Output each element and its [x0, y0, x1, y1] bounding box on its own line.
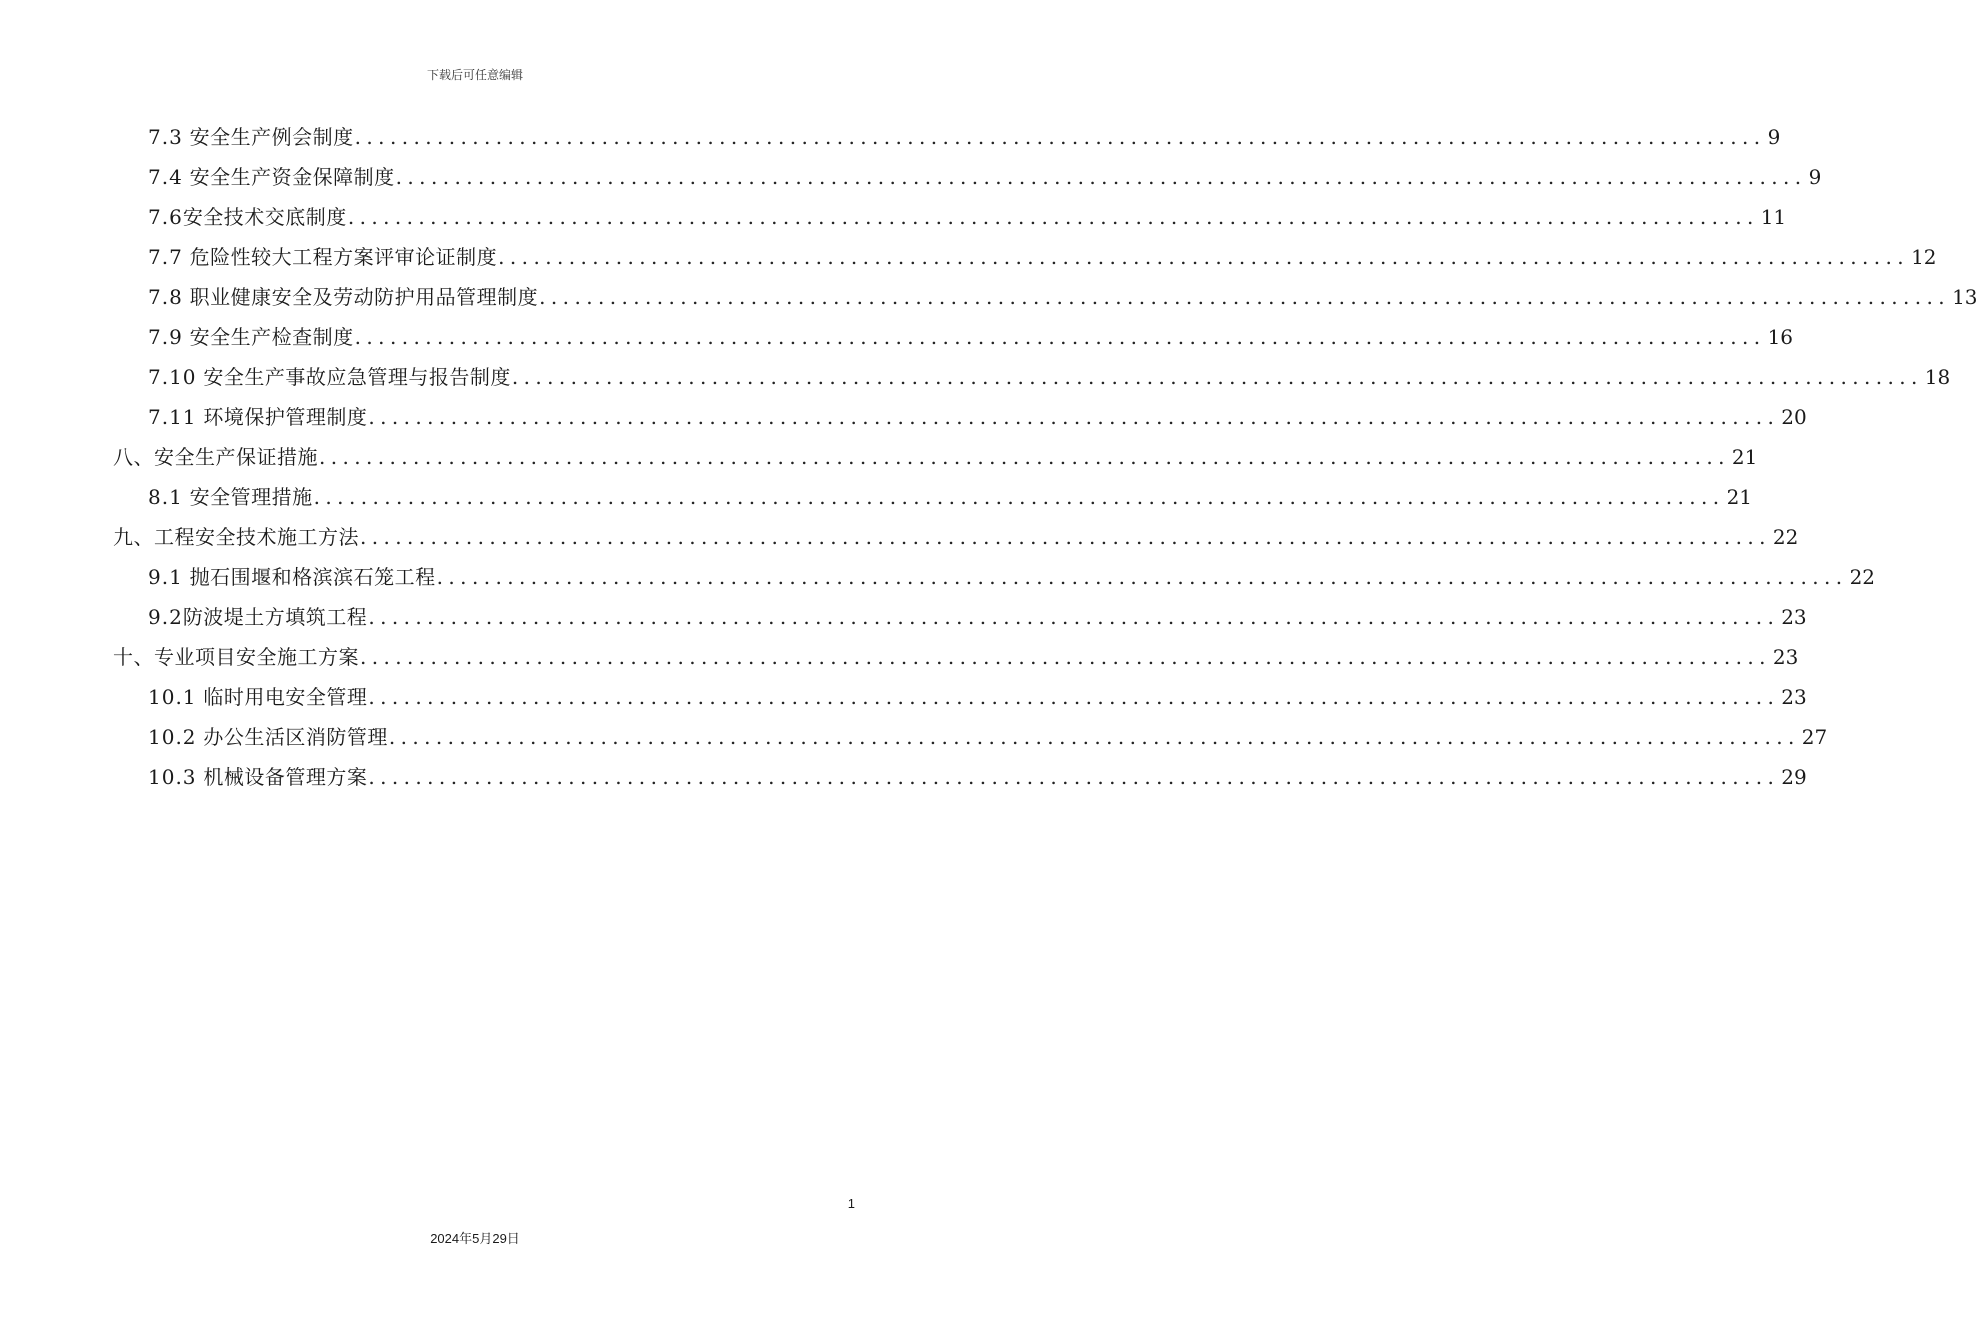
- toc-page-number: 27: [1801, 725, 1828, 749]
- toc-dot-leader: ........................................................................................................................: [368, 605, 1780, 629]
- toc-entry[interactable]: [148, 234, 1937, 270]
- toc-entry-number: 7.9: [148, 325, 183, 349]
- toc-dot-leader: ........................................................................................................................: [360, 525, 1771, 549]
- toc-entry-number: 7.11: [148, 405, 197, 429]
- toc-entry-text: 机械设备管理方案: [203, 765, 368, 789]
- toc-entry-text: 临时用电安全管理: [203, 685, 368, 709]
- toc-dot-leader: ........................................................................................................................: [539, 285, 1951, 309]
- toc-entry-title: [148, 364, 511, 390]
- toc-entry[interactable]: [148, 154, 1822, 190]
- toc-entry-number: 7.4: [148, 165, 183, 189]
- toc-entry-text: 环境保护管理制度: [203, 405, 368, 429]
- toc-entry-text: 安全生产例会制度: [189, 125, 354, 149]
- footer-date: 2024年5月29日: [430, 1231, 520, 1246]
- toc-entry-number: 10.2: [148, 725, 197, 749]
- toc-entry[interactable]: [113, 434, 1758, 470]
- toc-entry[interactable]: [148, 314, 1794, 350]
- toc-entry[interactable]: [148, 594, 1807, 630]
- toc-entry[interactable]: [148, 394, 1807, 430]
- toc-entry-text: 防波堤土方填筑工程: [182, 605, 368, 629]
- toc-entry[interactable]: [113, 634, 1799, 670]
- toc-entry-number: 10.3: [148, 765, 197, 789]
- toc-entry-number: 九、: [113, 525, 154, 549]
- toc-entry-number: 9.1: [148, 565, 183, 589]
- toc-entry-title: [148, 404, 367, 430]
- toc-page-number: 29: [1781, 765, 1807, 789]
- toc-page-number: 20: [1781, 405, 1807, 429]
- toc-entry-text: 安全生产事故应急管理与报告制度: [203, 365, 511, 389]
- toc-page-number: 9: [1767, 125, 1781, 149]
- toc-dot-leader: ........................................................................................................................: [498, 245, 1910, 269]
- toc-entry[interactable]: [148, 194, 1787, 230]
- toc-dot-leader: ........................................................................................................................: [436, 565, 1848, 589]
- toc-dot-leader: ........................................................................................................................: [354, 125, 1766, 149]
- toc-page-number: 23: [1772, 645, 1799, 669]
- toc-entry-title: [148, 324, 354, 350]
- toc-dot-leader: ........................................................................................................................: [347, 205, 1759, 229]
- toc-entry-title: [148, 484, 313, 510]
- toc-entry-text: 安全生产检查制度: [189, 325, 354, 349]
- toc-page-number: 21: [1731, 445, 1758, 469]
- toc-entry-text: 抛石围堰和格滨滨石笼工程: [189, 565, 436, 589]
- toc-page-number: 16: [1767, 325, 1794, 349]
- toc-entry[interactable]: [148, 474, 1753, 510]
- toc-entry-text: 危险性较大工程方案评审论证制度: [189, 245, 498, 269]
- toc-dot-leader: ........................................................................................................................: [388, 725, 1800, 749]
- toc-page-number: 21: [1726, 485, 1753, 509]
- toc-dot-leader: ........................................................................................................................: [395, 165, 1807, 189]
- toc-entry[interactable]: [148, 274, 1978, 310]
- toc-entry-number: 7.7: [148, 245, 183, 269]
- toc-entry[interactable]: [148, 554, 1876, 590]
- toc-entry-number: 9.2: [148, 605, 183, 629]
- toc-entry-title: [113, 444, 318, 470]
- toc-entry-title: [148, 764, 367, 790]
- toc-entry-title: [148, 124, 354, 150]
- toc-dot-leader: ........................................................................................................................: [368, 765, 1780, 789]
- toc-dot-leader: ........................................................................................................................: [511, 365, 1923, 389]
- toc-entry-text: 办公生活区消防管理: [203, 725, 388, 749]
- toc-entry-text: 安全生产保证措施: [154, 445, 318, 469]
- toc-page-number: 9: [1808, 165, 1822, 189]
- toc-entry-number: 7.6: [148, 205, 183, 229]
- toc-entry-number: 八、: [113, 445, 154, 469]
- toc-page-number: 22: [1772, 525, 1799, 549]
- toc-entry-text: 职业健康安全及劳动防护用品管理制度: [189, 285, 539, 309]
- toc-dot-leader: ........................................................................................................................: [360, 645, 1771, 669]
- toc-entry-number: 8.1: [148, 485, 183, 509]
- toc-entry-title: [148, 284, 538, 310]
- toc-entry[interactable]: [148, 114, 1781, 150]
- toc-entry-number: 7.3: [148, 125, 183, 149]
- toc-entry-title: [148, 724, 388, 750]
- toc-entry[interactable]: [148, 714, 1828, 750]
- toc-entry-number: 7.8: [148, 285, 183, 309]
- toc-dot-leader: ........................................................................................................................: [368, 405, 1780, 429]
- toc-entry-text: 安全技术交底制度: [182, 205, 347, 229]
- toc-entry-title: [148, 204, 347, 230]
- toc-entry-title: [148, 604, 367, 630]
- toc-page-number: 23: [1781, 605, 1807, 629]
- toc-dot-leader: ........................................................................................................................: [313, 485, 1725, 509]
- toc-entry-title: [148, 164, 395, 190]
- toc-entry-text: 工程安全技术施工方法: [154, 525, 359, 549]
- toc-entry-title: [113, 524, 359, 550]
- page-number: 1: [847, 1196, 855, 1211]
- toc-dot-leader: ........................................................................................................................: [368, 685, 1780, 709]
- toc-entry-title: [148, 684, 367, 710]
- toc-entry-text: 安全管理措施: [189, 485, 313, 509]
- toc-entry-text: 专业项目安全施工方案: [154, 645, 359, 669]
- toc-entry[interactable]: [148, 354, 1951, 390]
- toc-entry-title: [148, 244, 497, 270]
- toc-entry-text: 安全生产资金保障制度: [189, 165, 395, 189]
- toc-entry-number: 7.10: [148, 365, 197, 389]
- toc-entry[interactable]: [113, 514, 1799, 550]
- toc-page-number: 12: [1911, 245, 1937, 269]
- toc-page-number: 22: [1849, 565, 1876, 589]
- toc-entry[interactable]: [148, 674, 1807, 710]
- toc-entry-number: 10.1: [148, 685, 197, 709]
- toc-page-number: 11: [1760, 205, 1787, 229]
- toc-page-number: 18: [1924, 365, 1951, 389]
- toc-page-number: 23: [1781, 685, 1807, 709]
- toc-entry-title: [113, 644, 359, 670]
- toc-entry[interactable]: [148, 754, 1807, 790]
- toc-dot-leader: ........................................................................................................................: [319, 445, 1730, 469]
- toc-dot-leader: ........................................................................................................................: [354, 325, 1766, 349]
- toc-page-number: 13: [1952, 285, 1978, 309]
- toc-entry-title: [148, 564, 436, 590]
- page-header: 下载后可任意编辑: [426, 68, 523, 82]
- toc-entry-number: 十、: [113, 645, 154, 669]
